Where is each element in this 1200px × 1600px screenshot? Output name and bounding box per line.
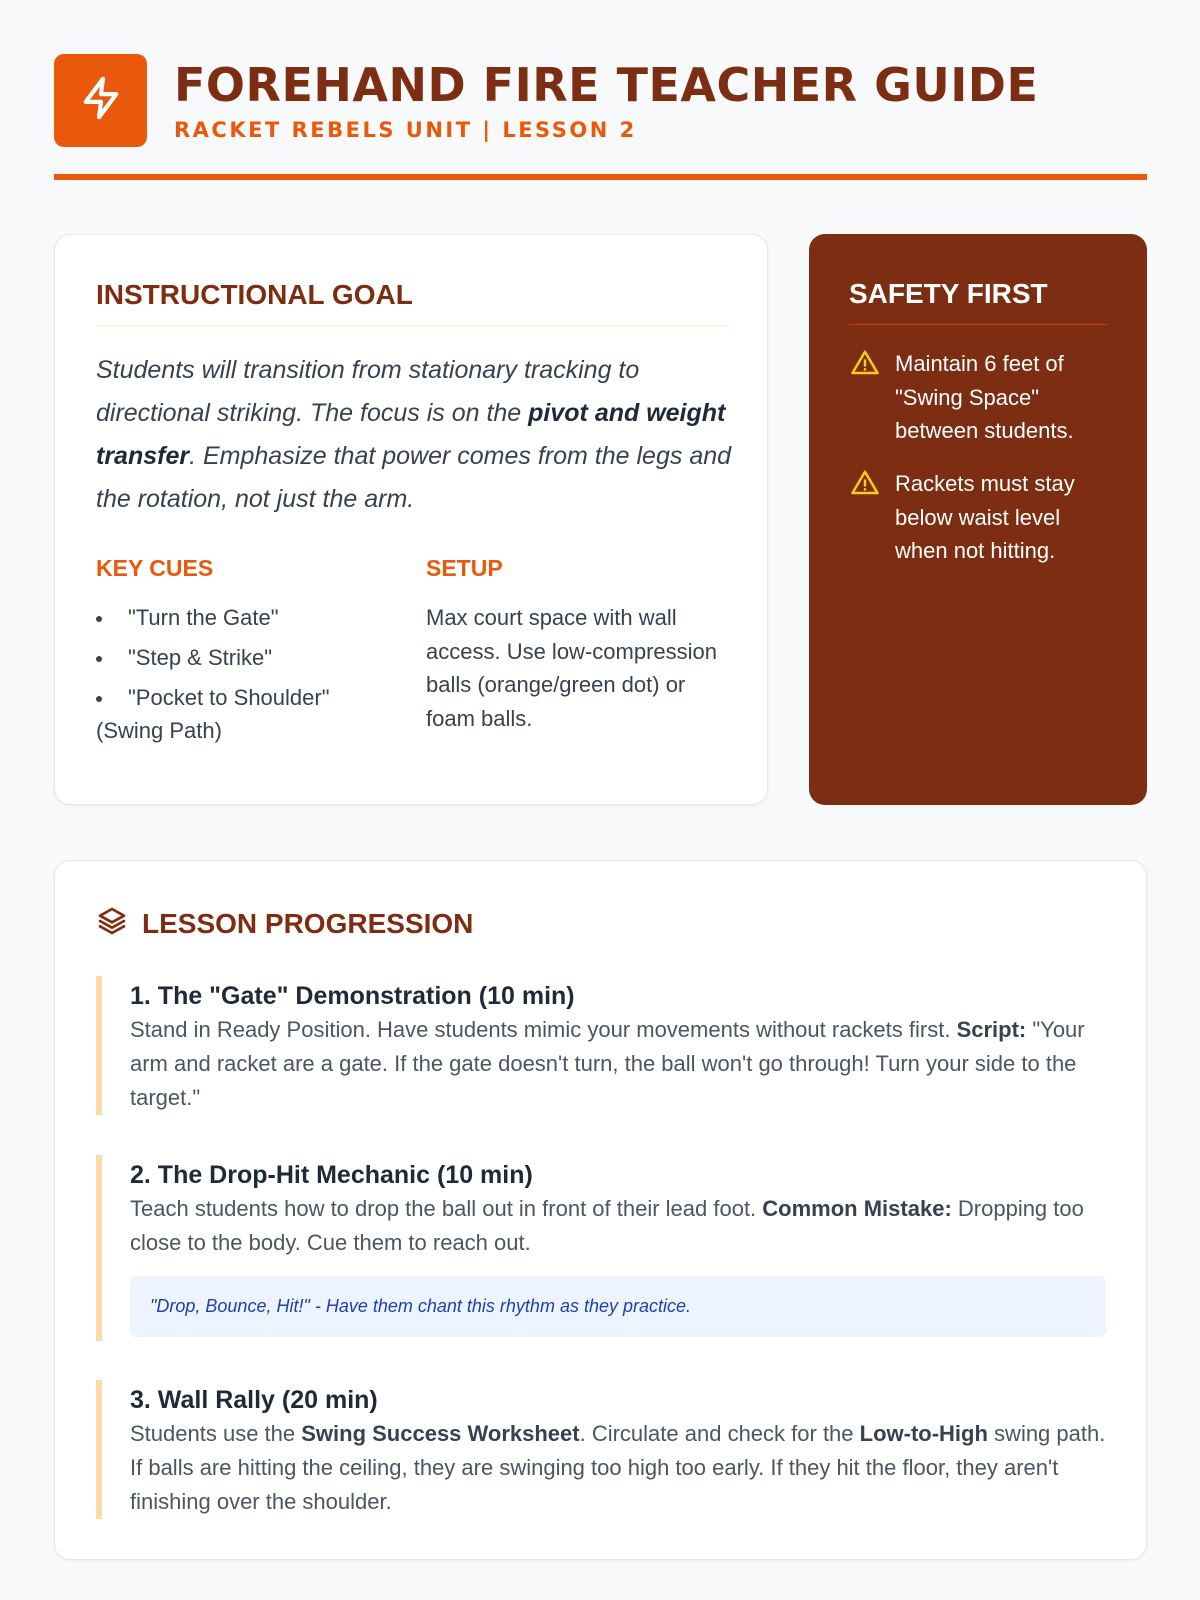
cue-item: "Pocket to Shoulder" (Swing Path): [96, 681, 386, 747]
safety-item-text: Rackets must stay below waist level when not hitting.: [895, 471, 1075, 563]
layers-icon: [96, 905, 128, 942]
goal-heading: INSTRUCTIONAL GOAL: [96, 279, 728, 327]
lesson-progression-card: [54, 860, 1147, 1560]
setup-section: [426, 555, 726, 735]
lightning-bolt-icon: [78, 75, 124, 126]
step-body-bold: Script:: [956, 1017, 1027, 1042]
page-subtitle: RACKET REBELS UNIT | LESSON 2: [174, 118, 637, 142]
goal-text-part: Students will transition from stationary tracking to directional striking. The focus is on the: [96, 356, 640, 427]
step-body: [130, 1417, 1106, 1519]
instructional-goal-card: [54, 234, 768, 805]
warning-icon: [849, 468, 881, 568]
progression-step: [96, 976, 1106, 1115]
step-body-part: Dropping too close to the body. Cue them to reach out.: [130, 1196, 1084, 1255]
step-tip: "Drop, Bounce, Hit!" - Have them chant this rhythm as they practice.: [130, 1276, 1106, 1337]
setup-text: Max court space with wall access. Use low-compression balls (orange/green dot) or foam balls.: [426, 605, 717, 731]
goal-text-bold: pivot and weight transfer: [96, 399, 726, 470]
progression-step: [96, 1155, 1106, 1341]
step-title: 1. The "Gate" Demonstration (10 min): [130, 982, 575, 1010]
progression-heading: [96, 905, 473, 942]
progression-step: [96, 1380, 1106, 1519]
step-body-part: Students use the: [130, 1421, 302, 1446]
cue-item: "Step & Strike": [96, 641, 386, 674]
step-body-part: Stand in Ready Position. Have students mimic your movements without rackets first.: [130, 1017, 957, 1042]
warning-icon: [849, 348, 881, 448]
setup-heading: SETUP: [426, 555, 503, 581]
guide-header: [54, 54, 1147, 180]
safety-item-text: Maintain 6 feet of "Swing Space" between students.: [895, 351, 1074, 443]
logo: [54, 54, 147, 147]
safety-heading: SAFETY FIRST: [849, 278, 1107, 325]
step-body-part: swing path. If balls are hitting the ceiling, they are swinging too high too early. If they hit the floor, they aren't finishing over the shoulder.: [130, 1421, 1106, 1514]
safety-item: [849, 467, 1111, 568]
step-body-part: Teach students how to drop the ball out in front of their lead foot.: [130, 1196, 763, 1221]
step-body: [130, 1013, 1106, 1115]
key-cues-heading: KEY CUES: [96, 555, 214, 581]
step-body: [130, 1192, 1106, 1260]
page-title: FOREHAND FIRE TEACHER GUIDE: [174, 58, 1039, 112]
key-cues-section: [96, 555, 386, 754]
goal-text: [96, 349, 736, 521]
step-body-part: "Your arm and racket are a gate. If the gate doesn't turn, the ball won't go through! Turn your side to the target.": [130, 1017, 1085, 1110]
goal-text-part: . Emphasize that power comes from the legs and the rotation, not just the arm.: [96, 442, 732, 513]
step-body-bold: Low-to-High: [859, 1421, 988, 1446]
step-body-bold: Swing Success Worksheet: [301, 1421, 580, 1446]
progression-title: LESSON PROGRESSION: [142, 907, 474, 939]
step-title: 2. The Drop-Hit Mechanic (10 min): [130, 1161, 533, 1189]
safety-card: [809, 234, 1147, 805]
step-body-bold: Common Mistake:: [762, 1196, 952, 1221]
safety-item: [849, 347, 1111, 448]
step-body-part: . Circulate and check for the: [579, 1421, 860, 1446]
step-title: 3. Wall Rally (20 min): [130, 1386, 378, 1414]
cue-item: "Turn the Gate": [96, 601, 386, 634]
